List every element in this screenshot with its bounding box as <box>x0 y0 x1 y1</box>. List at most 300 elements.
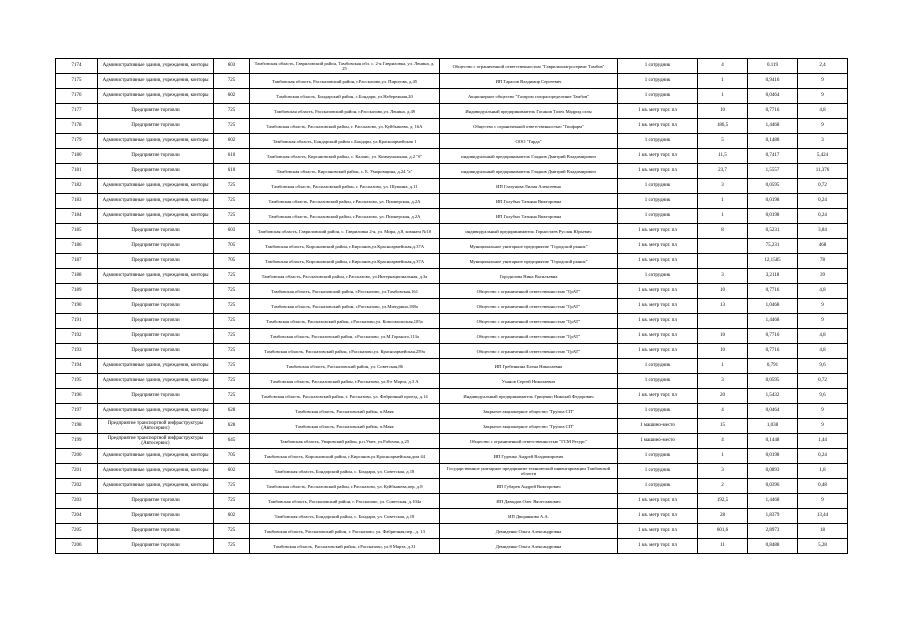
cell-norm-value: 75,231 <box>748 239 798 254</box>
cell-unit: 1 кв. метр торг. пл <box>618 284 698 299</box>
cell-quantity: 1 <box>698 194 748 209</box>
cell-norm-value: 1,5432 <box>748 389 798 404</box>
cell-object-category: Административные здания, учреждения, конторы <box>98 404 214 419</box>
cell-organization: ИП Давыдов Олег Вячеславович <box>440 494 618 509</box>
cell-annual-volume: 0,48 <box>798 479 848 494</box>
cell-unit: 1 сотрудник <box>618 89 698 104</box>
cell-organization: ИП Голубых Татьяна Викторовна <box>440 209 618 224</box>
cell-norm-value: 0,7716 <box>748 284 798 299</box>
cell-district-code: 725 <box>214 284 250 299</box>
cell-quantity: 23,7 <box>698 164 748 179</box>
cell-organization: ИП Тарасов Владимир Сергеевич <box>440 74 618 89</box>
cell-norm-value: 0,791 <box>748 359 798 374</box>
cell-quantity: 13 <box>698 299 748 314</box>
cell-norm-value: 0,0198 <box>748 194 798 209</box>
cell-address: Тамбовская область, Рассказовский район, г.Рассказово,ул. Ленина, д.49 <box>250 104 440 119</box>
cell-annual-volume: 0,24 <box>798 194 848 209</box>
cell-quantity: 4 <box>698 434 748 449</box>
cell-address: Тамбовская область, Рассказовский район, г.Рассказово, ул. Куйбышева,пер, д.8 <box>250 479 440 494</box>
cell-quantity: 186,5 <box>698 119 748 134</box>
cell-annual-volume: 0,72 <box>798 179 848 194</box>
cell-address: Тамбовская область, Рассказовский район, г.Рассказово, ул.Тамбовская,161 <box>250 284 440 299</box>
table-row <box>56 374 848 389</box>
cell-district-code: 603 <box>214 224 250 239</box>
cell-object-category: Предприятие торговли <box>98 149 214 164</box>
cell-norm-value: 0,7417 <box>748 149 798 164</box>
table-row <box>56 509 848 524</box>
cell-unit: 1 сотрудник <box>618 59 698 74</box>
cell-annual-volume: 3,84 <box>798 224 848 239</box>
cell-unit: 1 кв. метр торг. пл <box>618 539 698 554</box>
cell-organization: индивидуальный предприниматель Гладков Дмитрий Владимирович <box>440 164 618 179</box>
cell-object-category: Предприятие торговли <box>98 299 214 314</box>
cell-address: Тамбовская область, Гавриловский район, Тамбовская обл. с. 2-я Гавриловка, ул. Ленина, д. 25 <box>250 59 440 74</box>
cell-address: Тамбовская область, Кирсановский район, с. Б. Умаровщина, д.24 "а" <box>250 164 440 179</box>
cell-row-number: 7204 <box>56 509 98 524</box>
cell-annual-volume: 9,6 <box>798 359 848 374</box>
cell-district-code: 725 <box>214 494 250 509</box>
cell-quantity: 11 <box>698 539 748 554</box>
cell-address: Тамбовская область, Рассказовский район, г.Рассказово, ул.8 Марта, д.31 <box>250 539 440 554</box>
cell-annual-volume: 18 <box>798 524 848 539</box>
cell-object-category: Предприятие торговли <box>98 314 214 329</box>
cell-address: Тамбовская область, Рассказовский район, г.Рассказово, ул.8-е Марта, д.3 А <box>250 374 440 389</box>
cell-district-code: 645 <box>214 434 250 449</box>
cell-norm-value: 0,0464 <box>748 404 798 419</box>
cell-organization: Общество с ограниченной ответственностью "ГрАТ" <box>440 284 618 299</box>
cell-quantity: 3 <box>698 269 748 284</box>
cell-address: Тамбовская область, Бондарский район, с.Бондари, ул.Набережная,20 <box>250 89 440 104</box>
cell-district-code: 705 <box>214 254 250 269</box>
cell-quantity: 1 <box>698 449 748 464</box>
cell-address: Тамбовская область, Рассказовский район, г.Рассказово, ул. Пионерская, д.2А <box>250 194 440 209</box>
cell-row-number: 7193 <box>56 344 98 359</box>
cell-norm-value: 0,0464 <box>748 89 798 104</box>
cell-district-code: 628 <box>214 404 250 419</box>
cell-quantity: 15 <box>698 419 748 434</box>
cell-unit: 1 сотрудник <box>618 209 698 224</box>
cell-object-category: Административные здания, учреждения, конторы <box>98 479 214 494</box>
cell-object-category: Предприятие торговли <box>98 254 214 269</box>
cell-object-category: Предприятие торговли <box>98 239 214 254</box>
cell-organization: Общество с ограниченной ответственностью "Гаврилмолагросервис Тамбов" <box>440 59 618 74</box>
cell-norm-value: 0,5231 <box>748 224 798 239</box>
cell-object-category: Предприятие транспортной инфраструктуры (Автосервис) <box>98 419 214 434</box>
cell-organization: Общество с ограниченной ответственностью "Гиофарм" <box>440 119 618 134</box>
cell-district-code: 725 <box>214 179 250 194</box>
cell-address: Тамбовская область, Рассказовский район, г. Рассказово, ул. Куйбышева, д. 16А <box>250 119 440 134</box>
cell-address: Тамбовская область, Кирсановский район, г.Кирсанов,ул.Красноармейская,д.37А <box>250 239 440 254</box>
cell-norm-value: 0,7716 <box>748 344 798 359</box>
cell-row-number: 7185 <box>56 224 98 239</box>
cell-norm-value: 0,7716 <box>748 329 798 344</box>
cell-norm-value: 0,0198 <box>748 209 798 224</box>
cell-organization: Городилова Нина Васильевна <box>440 269 618 284</box>
cell-annual-volume: 4,8 <box>798 344 848 359</box>
cell-row-number: 7178 <box>56 119 98 134</box>
cell-quantity <box>698 239 748 254</box>
cell-norm-value: 0,0198 <box>748 449 798 464</box>
table-row <box>56 104 848 119</box>
cell-annual-volume: 3 <box>798 134 848 149</box>
cell-quantity: 11,5 <box>698 149 748 164</box>
cell-row-number: 7194 <box>56 359 98 374</box>
cell-quantity: 4 <box>698 404 748 419</box>
cell-annual-volume: 9 <box>798 419 848 434</box>
table-row <box>56 464 848 479</box>
cell-object-category: Предприятие торговли <box>98 224 214 239</box>
table-row <box>56 119 848 134</box>
cell-annual-volume: 9 <box>798 299 848 314</box>
cell-row-number: 7206 <box>56 539 98 554</box>
cell-row-number: 7195 <box>56 374 98 389</box>
cell-norm-value: 0,0893 <box>748 464 798 479</box>
cell-address: Тамбовская область, Бондарский район, с. Бондари, ул. Советская, д.18 <box>250 464 440 479</box>
cell-object-category: Предприятие торговли <box>98 164 214 179</box>
cell-district-code: 725 <box>214 209 250 224</box>
cell-object-category: Предприятие торговли <box>98 344 214 359</box>
cell-unit: 1 кв. метр торг. пл <box>618 104 698 119</box>
cell-address: Тамбовская область, Рассказовский район, г.Рассказово, ул.М.Горького,113а <box>250 329 440 344</box>
cell-annual-volume: 9 <box>798 494 848 509</box>
cell-row-number: 7176 <box>56 89 98 104</box>
cell-row-number: 7202 <box>56 479 98 494</box>
cell-norm-value: 1,4468 <box>748 119 798 134</box>
table-row <box>56 419 848 434</box>
cell-address: Тамбовская область, Рассказовский район, г.Рассказово,ул. Красноармейская,259а <box>250 344 440 359</box>
cell-quantity: 5 <box>698 134 748 149</box>
cell-district-code: 725 <box>214 269 250 284</box>
cell-organization: Индивидуальный предприниматель Гриценко Николай Федорович <box>440 389 618 404</box>
cell-address: Тамбовская область, Рассказовский район, г.Рассказово, ул.Интернациональная, д.3а <box>250 269 440 284</box>
table-row <box>56 389 848 404</box>
cell-annual-volume: 0,24 <box>798 209 848 224</box>
cell-norm-value: 0,1448 <box>748 434 798 449</box>
cell-address: Тамбовская область, Рассказовский район, г.Рассказово, ул. Пионерская, д.2А <box>250 209 440 224</box>
cell-unit: 1 сотрудник <box>618 374 698 389</box>
cell-object-category: Предприятие торговли <box>98 524 214 539</box>
cell-address: Тамбовская область, Рассказовский район, г.Рассказово,ул. Пирогова, д.45 <box>250 74 440 89</box>
cell-quantity: 3 <box>698 464 748 479</box>
cell-norm-value: 2,8973 <box>748 524 798 539</box>
cell-object-category: Административные здания, учреждения, конторы <box>98 359 214 374</box>
cell-object-category: Предприятие торговли <box>98 119 214 134</box>
cell-quantity: 1 <box>698 89 748 104</box>
cell-organization: индивидуальный предприниматель Горностаев Руслан Юрьевич <box>440 224 618 239</box>
cell-annual-volume: 4,8 <box>798 104 848 119</box>
cell-norm-value: 12,1585 <box>748 254 798 269</box>
cell-norm-value: 0,0595 <box>748 179 798 194</box>
cell-unit: 1 кв. метр торг. пл <box>618 509 698 524</box>
cell-unit: 1 машино-место <box>618 434 698 449</box>
cell-district-code: 610 <box>214 164 250 179</box>
cell-object-category: Предприятие торговли <box>98 284 214 299</box>
cell-annual-volume: 5,28 <box>798 539 848 554</box>
cell-object-category: Административные здания, учреждения, конторы <box>98 194 214 209</box>
table-row <box>56 494 848 509</box>
cell-unit: 1 кв. метр торг. пл <box>618 329 698 344</box>
cell-organization: ООО "Гарда" <box>440 134 618 149</box>
cell-unit: 1 сотрудник <box>618 179 698 194</box>
table-row <box>56 224 848 239</box>
cell-row-number: 7188 <box>56 269 98 284</box>
cell-object-category: Предприятие транспортной инфраструктуры (Автосервис) <box>98 434 214 449</box>
cell-annual-volume: 4,8 <box>798 284 848 299</box>
cell-quantity: 1 <box>698 359 748 374</box>
cell-unit: 1 кв. метр торг. пл <box>618 224 698 239</box>
cell-organization: Закрытое акционерное общество "Группа СП" <box>440 419 618 434</box>
cell-organization: Акционерное общество "Газпром газораспределение Тамбов" <box>440 89 618 104</box>
cell-quantity: 3 <box>698 374 748 389</box>
cell-unit: 1 кв. метр торг. пл <box>618 524 698 539</box>
cell-unit: 1 кв. метр торг. пл <box>618 149 698 164</box>
table-row <box>56 404 848 419</box>
table-row <box>56 269 848 284</box>
cell-unit: 1 сотрудник <box>618 464 698 479</box>
cell-unit: 1 кв. метр торг. пл <box>618 254 698 269</box>
cell-organization: Общество с ограниченной ответственностью "ГСМ Ресурс" <box>440 434 618 449</box>
cell-row-number: 7186 <box>56 239 98 254</box>
cell-district-code: 603 <box>214 59 250 74</box>
cell-address: Тамбовская область, Уваровский район, р.п.Умет, ул.Рабочая, д.25 <box>250 434 440 449</box>
cell-address: Тамбовская область, Кирсановский район, г.Кирсанов,ул.Красноармейская,дом 44 <box>250 449 440 464</box>
cell-unit: 1 сотрудник <box>618 74 698 89</box>
cell-object-category: Предприятие торговли <box>98 494 214 509</box>
registry-table <box>55 58 848 554</box>
table-row <box>56 299 848 314</box>
cell-annual-volume: 9 <box>798 404 848 419</box>
cell-district-code: 610 <box>214 149 250 164</box>
cell-unit: 1 кв. метр торг. пл <box>618 119 698 134</box>
cell-unit: 1 машино-место <box>618 419 698 434</box>
cell-annual-volume: 0,72 <box>798 374 848 389</box>
cell-unit: 1 кв. метр торг. пл <box>618 389 698 404</box>
table-row <box>56 134 848 149</box>
table-row <box>56 329 848 344</box>
cell-unit: 1 кв. метр торг. пл <box>618 239 698 254</box>
table-row <box>56 179 848 194</box>
cell-row-number: 7201 <box>56 464 98 479</box>
cell-annual-volume: 1,8 <box>798 464 848 479</box>
cell-organization: Общество с ограниченной ответственностью "ГрАТ" <box>440 344 618 359</box>
registry-rows <box>56 59 848 554</box>
cell-object-category: Административные здания, учреждения, конторы <box>98 179 214 194</box>
cell-district-code: 725 <box>214 314 250 329</box>
cell-quantity: 4 <box>698 59 748 74</box>
table-row <box>56 209 848 224</box>
cell-address: Тамбовская область, Рассказовский район, п.Маяк <box>250 404 440 419</box>
cell-address: Тамбовская область, Рассказовский район, г.Рассказово,ул. Комсомольская,105а <box>250 314 440 329</box>
cell-norm-value: 1,4468 <box>748 314 798 329</box>
cell-object-category: Предприятие торговли <box>98 104 214 119</box>
cell-organization: Демиденко Ольга Александровна <box>440 539 618 554</box>
cell-row-number: 7183 <box>56 194 98 209</box>
cell-unit: 1 сотрудник <box>618 269 698 284</box>
cell-unit: 1 сотрудник <box>618 194 698 209</box>
table-row <box>56 314 848 329</box>
table-row <box>56 434 848 449</box>
cell-unit: 1 кв. метр торг. пл <box>618 314 698 329</box>
cell-district-code: 705 <box>214 239 250 254</box>
cell-row-number: 7196 <box>56 389 98 404</box>
table-row <box>56 479 848 494</box>
cell-address: Тамбовская область, Кирсановский район, г.Кирсанов,ул.Красноармейская,д.37А <box>250 254 440 269</box>
cell-organization: Государственное унитарное предприятие технической инвентаризации Тамбовской области <box>440 464 618 479</box>
cell-quantity: 20 <box>698 389 748 404</box>
cell-unit: 1 сотрудник <box>618 449 698 464</box>
cell-district-code: 725 <box>214 299 250 314</box>
cell-row-number: 7179 <box>56 134 98 149</box>
cell-norm-value: 0,0595 <box>748 374 798 389</box>
cell-district-code: 725 <box>214 74 250 89</box>
cell-address: Тамбовская область, Бондарский район, с. Бондари, ул. Советская, д.18 <box>250 509 440 524</box>
cell-annual-volume: 0,24 <box>798 449 848 464</box>
cell-address: Тамбовская область, Гавриловский район, с. Гавриловка 2-я, ул. Мира, д.8, комната №10 <box>250 224 440 239</box>
cell-district-code: 725 <box>214 524 250 539</box>
cell-organization: Демиденко Ольга Александровна <box>440 524 618 539</box>
cell-organization: индивидуальный предприниматель Гладков Дмитрий Владимирович <box>440 149 618 164</box>
cell-annual-volume: 11,376 <box>798 164 848 179</box>
cell-annual-volume: 4,8 <box>798 329 848 344</box>
cell-row-number: 7189 <box>56 284 98 299</box>
cell-row-number: 7200 <box>56 449 98 464</box>
cell-annual-volume: 9 <box>798 119 848 134</box>
cell-quantity: 10 <box>698 344 748 359</box>
cell-object-category: Предприятие торговли <box>98 389 214 404</box>
cell-norm-value: 3,2118 <box>748 269 798 284</box>
cell-quantity: 10 <box>698 329 748 344</box>
cell-unit: 1 сотрудник <box>618 404 698 419</box>
cell-norm-value: 1,5557 <box>748 164 798 179</box>
cell-quantity: 8 <box>698 224 748 239</box>
table-row <box>56 344 848 359</box>
cell-norm-value: 1,038 <box>748 419 798 434</box>
table-row <box>56 74 848 89</box>
cell-address: Тамбовская область, Рассказовский район, г. Рассказово, ул. Фабричный проезд, д.14 <box>250 389 440 404</box>
table-row <box>56 239 848 254</box>
cell-district-code: 725 <box>214 329 250 344</box>
cell-address: Тамбовская область, Рассказовский район, г. Рассказово, ул. Шушина, д.11 <box>250 179 440 194</box>
cell-quantity: 192,5 <box>698 494 748 509</box>
cell-annual-volume: 78 <box>798 254 848 269</box>
cell-row-number: 7197 <box>56 404 98 419</box>
table-row <box>56 284 848 299</box>
cell-annual-volume: 9 <box>798 314 848 329</box>
cell-address: Тамбовская область, Кирсановский район, с. Калаис, ул. Коммунальная, д.2 "б" <box>250 149 440 164</box>
cell-organization: ИП Губарев Андрей Викторович <box>440 479 618 494</box>
cell-row-number: 7180 <box>56 149 98 164</box>
cell-row-number: 7184 <box>56 209 98 224</box>
cell-district-code: 725 <box>214 359 250 374</box>
cell-organization: ИП Глазунова Лилия Алексеевна <box>440 179 618 194</box>
cell-norm-value: 1,8379 <box>748 509 798 524</box>
cell-row-number: 7175 <box>56 74 98 89</box>
cell-object-category: Административные здания, учреждения, конторы <box>98 464 214 479</box>
cell-district-code: 725 <box>214 104 250 119</box>
cell-norm-value: 0.119 <box>748 59 798 74</box>
cell-row-number: 7198 <box>56 419 98 434</box>
cell-district-code: 705 <box>214 449 250 464</box>
cell-district-code: 725 <box>214 389 250 404</box>
cell-norm-value: 1,0468 <box>748 299 798 314</box>
cell-row-number: 7203 <box>56 494 98 509</box>
cell-address: Тамбовская область, Бондарский район с.Бондари, ул.Красноармейская 1 <box>250 134 440 149</box>
cell-district-code: 602 <box>214 464 250 479</box>
cell-quantity: 601,6 <box>698 524 748 539</box>
cell-quantity: 10 <box>698 104 748 119</box>
cell-row-number: 7181 <box>56 164 98 179</box>
cell-row-number: 7191 <box>56 314 98 329</box>
cell-district-code: 602 <box>214 89 250 104</box>
cell-district-code: 725 <box>214 119 250 134</box>
cell-row-number: 7174 <box>56 59 98 74</box>
cell-quantity <box>698 314 748 329</box>
cell-quantity: 3 <box>698 179 748 194</box>
cell-object-category: Предприятие торговли <box>98 539 214 554</box>
cell-organization: Общество с ограниченной ответственностью "ГрАТ" <box>440 329 618 344</box>
table-row <box>56 254 848 269</box>
table-row <box>56 524 848 539</box>
cell-district-code: 725 <box>214 539 250 554</box>
cell-norm-value: 0,8488 <box>748 539 798 554</box>
cell-norm-value: 0,0396 <box>748 479 798 494</box>
cell-organization: ИП Гуденко Андрей Владимирович <box>440 449 618 464</box>
cell-district-code: 725 <box>214 479 250 494</box>
cell-object-category: Административные здания, учреждения, конторы <box>98 59 214 74</box>
cell-organization: Муниципальное унитарное предприятие "Городской рынок" <box>440 254 618 269</box>
cell-unit: 1 сотрудник <box>618 134 698 149</box>
cell-unit: 1 кв. метр торг. пл <box>618 344 698 359</box>
cell-unit: 1 кв. метр торг. пл <box>618 299 698 314</box>
cell-unit: 1 сотрудник <box>618 479 698 494</box>
cell-object-category: Административные здания, учреждения, конторы <box>98 269 214 284</box>
cell-address: Тамбовская область, Рассказовский район, ул. Советская,86 <box>250 359 440 374</box>
cell-annual-volume: 9,6 <box>798 389 848 404</box>
cell-row-number: 7205 <box>56 524 98 539</box>
cell-quantity: 1 <box>698 74 748 89</box>
cell-address: Тамбовская область, Рассказовский район, г. Рассказово, ул. Фабричная,пер., д. 13 <box>250 524 440 539</box>
cell-annual-volume: 1,44 <box>798 434 848 449</box>
cell-organization: Общество с ограниченной ответственностью "ГрАТ" <box>440 299 618 314</box>
cell-quantity <box>698 254 748 269</box>
cell-quantity: 1 <box>698 209 748 224</box>
cell-district-code: 628 <box>214 419 250 434</box>
cell-unit: 1 сотрудник <box>618 359 698 374</box>
cell-object-category: Административные здания, учреждения, конторы <box>98 209 214 224</box>
cell-row-number: 7177 <box>56 104 98 119</box>
table-row <box>56 59 848 74</box>
cell-object-category: Предприятие торговли <box>98 509 214 524</box>
cell-object-category: Административные здания, учреждения, конторы <box>98 89 214 104</box>
table-row <box>56 149 848 164</box>
cell-row-number: 7182 <box>56 179 98 194</box>
cell-annual-volume: 13,44 <box>798 509 848 524</box>
cell-row-number: 7192 <box>56 329 98 344</box>
cell-object-category: Административные здания, учреждения, конторы <box>98 74 214 89</box>
cell-unit: 1 кв. метр торг. пл <box>618 494 698 509</box>
cell-annual-volume: 9 <box>798 89 848 104</box>
cell-organization: ИП Дворянкова А.А. <box>440 509 618 524</box>
cell-organization: Закрытое акционерное общество "Группа СП" <box>440 404 618 419</box>
cell-quantity: 2 <box>698 479 748 494</box>
cell-organization: Индивидуальный предприниматель Гасанов Талех Мадрид оглы <box>440 104 618 119</box>
table-row <box>56 164 848 179</box>
cell-address: Тамбовская область, Рассказовский район, п.Маяк <box>250 419 440 434</box>
cell-organization: ИП Голубых Татьяна Викторовна <box>440 194 618 209</box>
cell-organization: Уханов Сергей Николаевич <box>440 374 618 389</box>
table-row <box>56 449 848 464</box>
cell-annual-volume: 39 <box>798 269 848 284</box>
